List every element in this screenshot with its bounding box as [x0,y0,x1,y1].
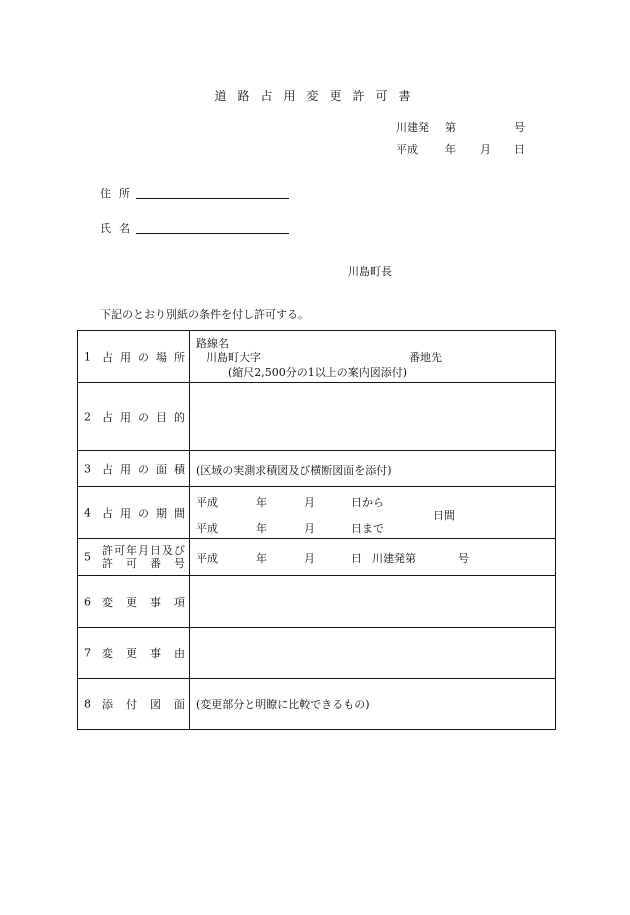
to-era: 平成 [196,522,218,535]
date-day: 日 [514,143,525,156]
document-title: 道路占用変更許可書 [214,89,422,103]
table-row-area [78,451,556,487]
row-label-text [102,461,185,477]
label-char: び [174,544,185,557]
permit-day: 日 [351,552,362,565]
label-char: 所 [174,350,185,364]
from-month: 月 [304,496,315,509]
label-char: 更 [126,647,137,660]
label-char: 占 [102,410,113,424]
banchi-text: 番地先 [409,351,442,364]
to-month: 月 [304,522,315,535]
label-char: 間 [174,506,185,520]
location-note: (縮尺2,500分の1以上の案内図添付) [228,366,408,379]
row-label-text [102,409,185,425]
change-reason-content[interactable] [190,628,556,679]
label-char: 可 [114,544,125,557]
row-label [78,576,190,628]
table-row-purpose [78,383,556,451]
label-char: 更 [126,595,137,609]
table-row-change-items [78,576,556,628]
label-char: 年 [126,544,137,557]
label-char: 許 [102,557,113,570]
row-number: 6 [84,595,91,608]
period-content[interactable] [190,487,556,539]
place-text: 川島町大字 [206,351,261,364]
table-row-location [78,331,556,383]
period-days: 日間 [433,509,455,522]
label-char: 用 [120,410,131,424]
label-char: 日 [150,544,161,557]
label-char: 期 [156,506,167,520]
label-char: 的 [174,410,185,424]
label-line-2 [102,557,185,570]
permit-date-content[interactable] [190,539,556,576]
date-era: 平成 [396,143,418,156]
attachments-note: (変更部分と明瞭に比較できるもの) [196,698,370,711]
issue-date-line [396,141,530,157]
label-char: 事 [150,595,161,609]
row-label [78,628,190,679]
area-content[interactable] [190,451,556,487]
row-label-text [102,645,185,661]
label-char: 用 [120,506,131,520]
name-underline [136,233,289,234]
row-number: 3 [84,462,91,475]
label-char: 場 [156,350,167,364]
row-number: 5 [84,550,91,564]
label-char: 号 [174,557,185,570]
label-char: 面 [174,698,185,711]
row-number: 7 [84,646,91,660]
label-char: 許 [102,544,113,557]
row-label [78,679,190,730]
permit-era: 平成 [196,552,218,565]
permit-number-line [396,119,530,135]
date-year: 年 [445,143,456,156]
permit-month: 月 [304,552,315,565]
label-char: の [138,462,149,476]
label-char: 項 [174,595,185,609]
label-char: 占 [102,506,113,520]
label-char: 由 [174,647,185,660]
label-char: 及 [162,544,173,557]
row-label [78,331,190,383]
to-year: 年 [256,522,267,535]
row-label-text [102,505,185,521]
change-items-content[interactable] [190,576,556,628]
from-day: 日から [351,496,384,509]
area-note: (区域の実測求積図及び横断図面を添付) [196,464,392,477]
label-char: 可 [126,557,137,570]
table-row-period [78,487,556,539]
label-line-1 [102,544,185,557]
label-char: 月 [138,544,149,557]
label-char: 事 [150,647,161,660]
label-char: 添 [102,698,113,711]
label-char: の [138,506,149,520]
row-label-text [102,594,185,610]
row-label-text [102,696,185,712]
label-char: 占 [102,350,113,364]
row-number: 8 [84,697,91,711]
row-number: 1 [84,350,91,363]
issuer-name: 川島町長 [348,265,392,278]
label-char: の [138,410,149,424]
row-number: 4 [84,506,91,519]
label-char: 占 [102,462,113,476]
permit-go: 号 [458,552,469,565]
name-label: 氏名 [100,222,138,235]
address-underline [136,198,289,199]
address-label: 住所 [100,187,138,200]
row-label [78,451,190,487]
label-char: 用 [120,350,131,364]
table-row-permit-date [78,539,556,576]
from-era: 平成 [196,496,218,509]
label-char: 目 [156,410,167,424]
from-year: 年 [256,496,267,509]
row-label-text [102,544,185,570]
permit-year: 年 [256,552,267,565]
row-number: 2 [84,410,91,423]
route-label: 路線名 [196,337,229,350]
row-label [78,487,190,539]
attachments-content[interactable] [190,679,556,730]
table-row-attachments [78,679,556,730]
row-label [78,383,190,451]
label-char: 積 [174,462,185,476]
location-content[interactable] [190,331,556,383]
row-label-text [102,349,185,365]
label-char: 面 [156,462,167,476]
intro-text: 下記のとおり別紙の条件を付し許可する。 [100,308,309,321]
number-go: 号 [514,121,525,134]
label-char: 図 [150,698,161,711]
label-char: 番 [150,557,161,570]
permit-prefix: 川建発第 [372,552,416,565]
label-char: 変 [102,647,113,660]
number-dai: 第 [445,121,456,134]
table-row-change-reason [78,628,556,679]
date-month: 月 [480,143,491,156]
label-char: 用 [120,462,131,476]
label-char: の [138,350,149,364]
permit-table [77,330,556,730]
label-char: 付 [126,698,137,711]
number-prefix: 川建発 [396,121,429,134]
label-char: 変 [102,595,113,609]
purpose-content[interactable] [190,383,556,451]
row-label [78,539,190,576]
to-day: 日まで [351,522,384,535]
